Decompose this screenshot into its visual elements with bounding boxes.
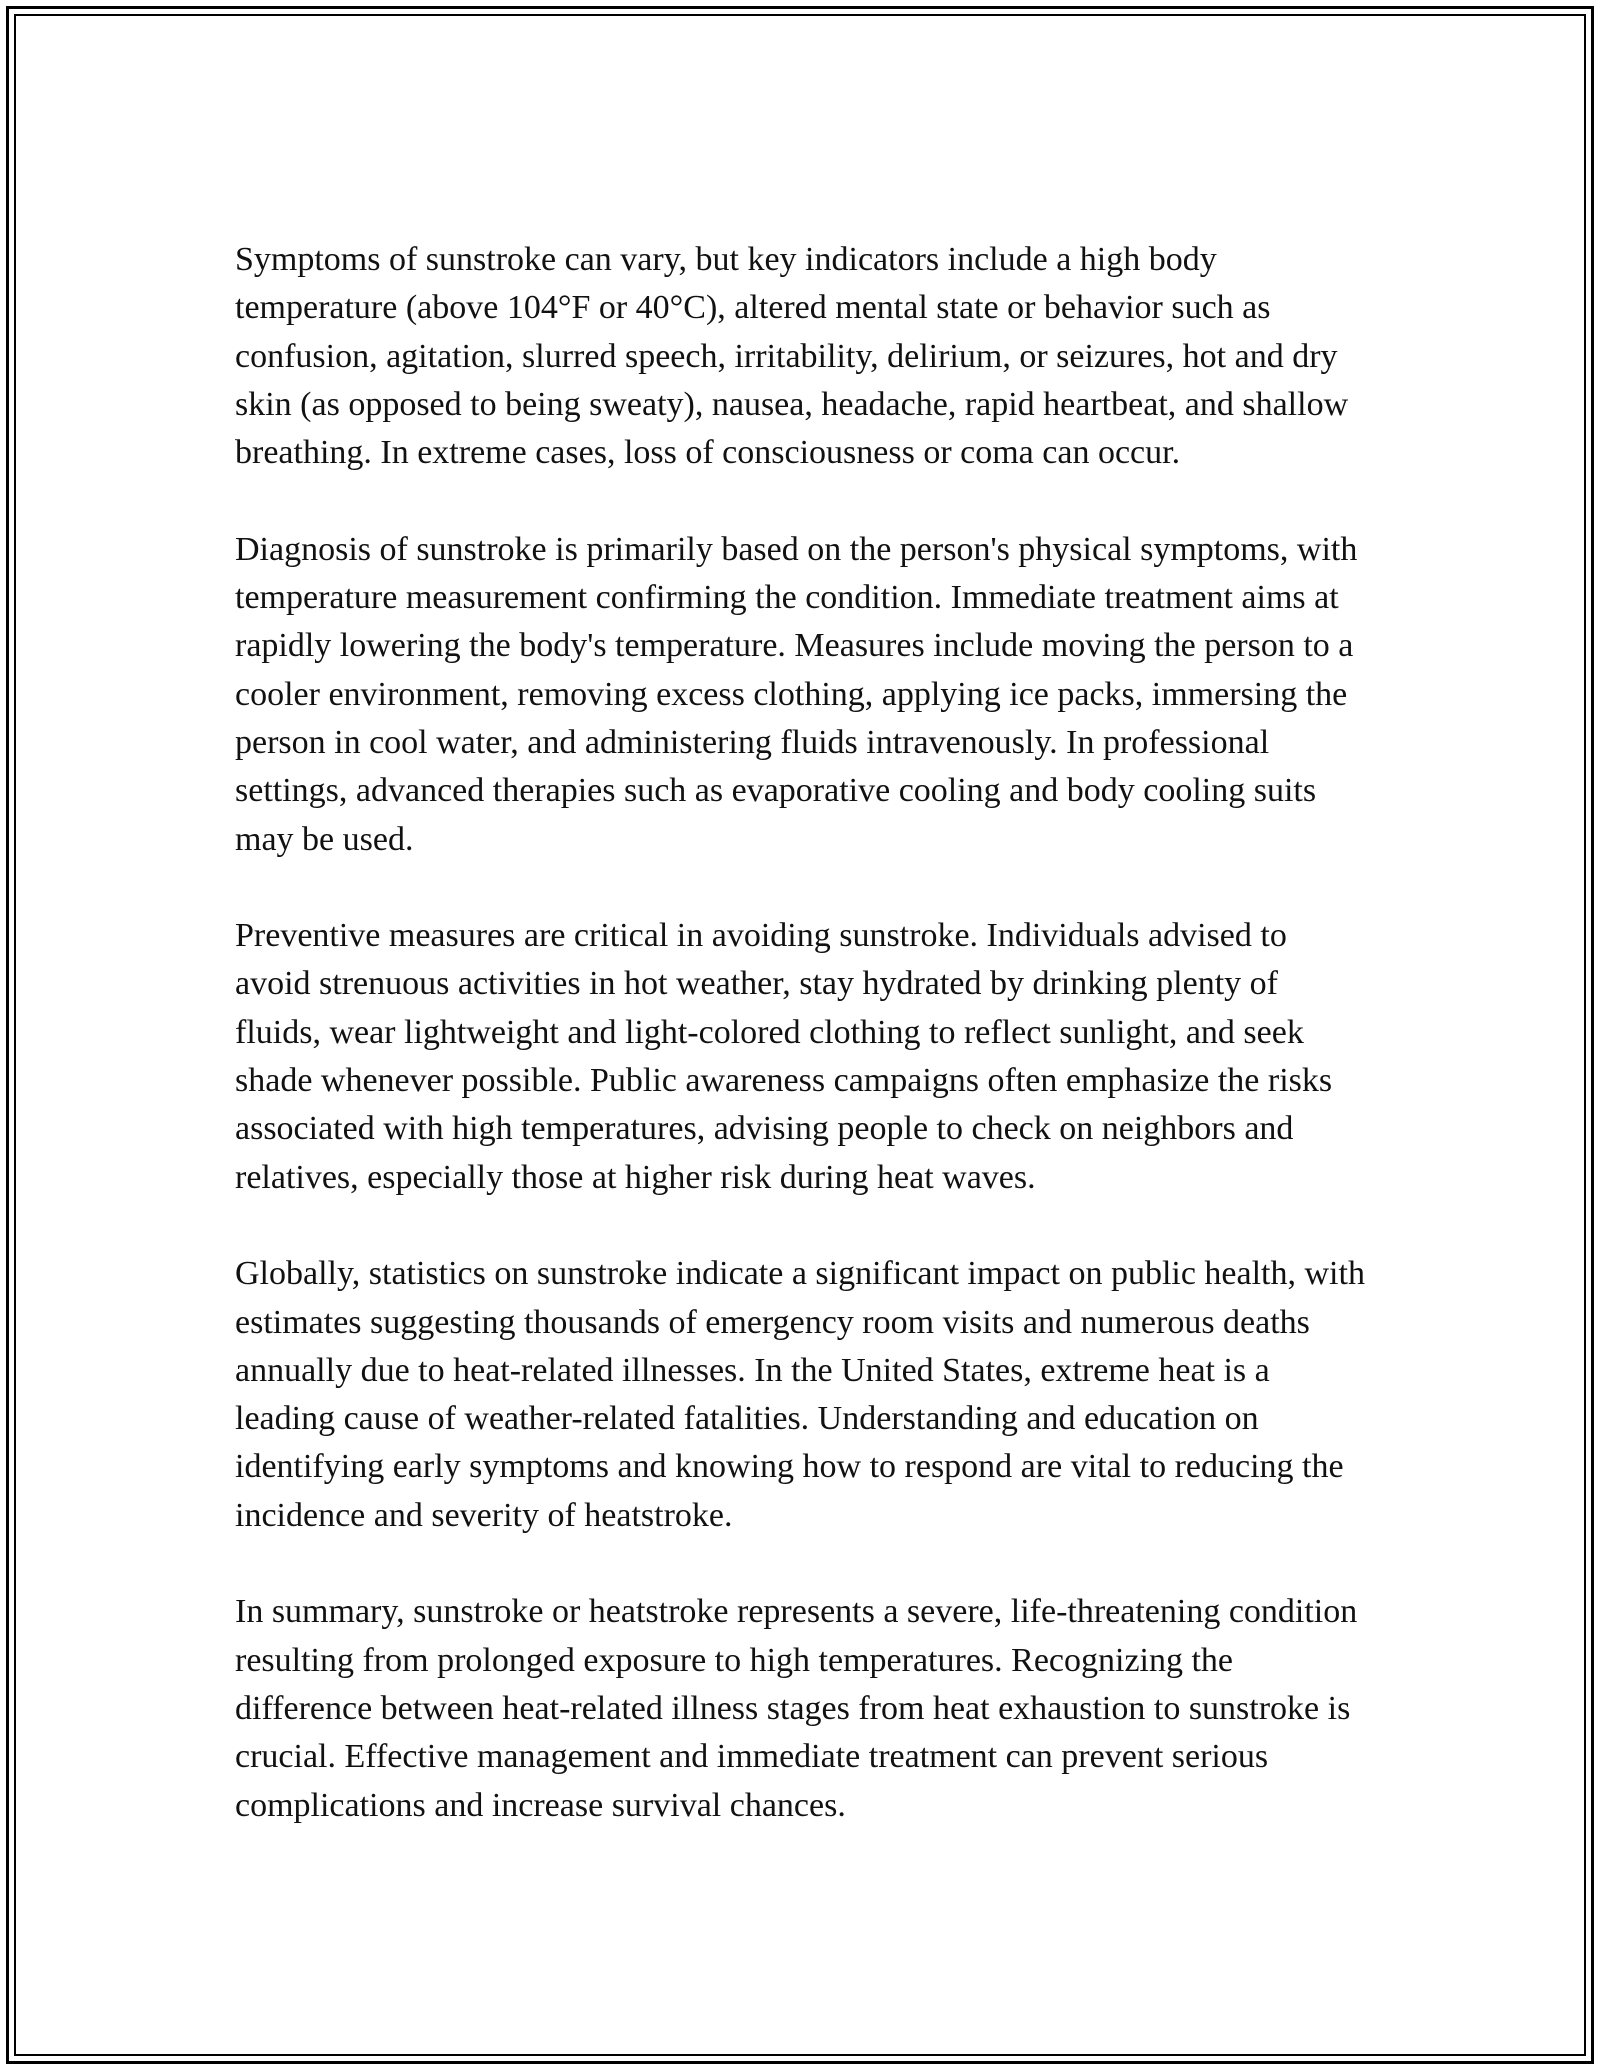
- paragraph-summary: In summary, sunstroke or heatstroke represents a severe, life-threatening condition resulting from prolonged exposure to high temperatures. Recognizing the difference between heat-related illness stages from heat exhaustion to sunstroke is crucial. Effective management and immediate treatment can prevent serious complications and increase survival chances.: [235, 1593, 1358, 1824]
- document-body: [235, 236, 1365, 1878]
- paragraph-prevention: Preventive measures are critical in avoiding sunstroke. Individuals advised to avoid strenuous activities in hot weather, stay hydrated by drinking plenty of fluids, wear lightweight and light-colored clothing to reflect sunlight, and seek shade whenever possible. Public awareness campaigns often emphasize the risks associated with high temperatures, advising people to check on neighbors and relatives, especially those at higher risk during heat waves.: [235, 917, 1333, 1196]
- paragraph-statistics: Globally, statistics on sunstroke indicate a significant impact on public health, with estimates suggesting thousands of emergency room visits and numerous deaths annually due to heat-related illnesses. In the United States, extreme heat is a leading cause of weather-related fatalities. Understanding and education on identifying early symptoms and knowing how to respond are vital to reducing the incidence and severity of heatstroke.: [235, 1255, 1365, 1534]
- paragraph-diagnosis-treatment: Diagnosis of sunstroke is primarily based on the person's physical symptoms, with temperature measurement confirming the condition. Immediate treatment aims at rapidly lowering the body's temperature. Measures include moving the person to a cooler environment, removing excess clothing, applying ice packs, immersing the person in cool water, and administering fluids intravenously. In professional settings, advanced therapies such as evaporative cooling and body cooling suits may be used.: [235, 530, 1358, 858]
- paragraph-symptoms: Symptoms of sunstroke can vary, but key indicators include a high body temperature (above 104°F or 40°C), altered mental state or behavior such as confusion, agitation, slurred speech, irritability, delirium, or seizures, hot and dry skin (as opposed to being sweaty), nausea, headache, rapid heartbeat, and shallow breathing. In extreme cases, loss of consciousness or coma can occur.: [235, 241, 1349, 472]
